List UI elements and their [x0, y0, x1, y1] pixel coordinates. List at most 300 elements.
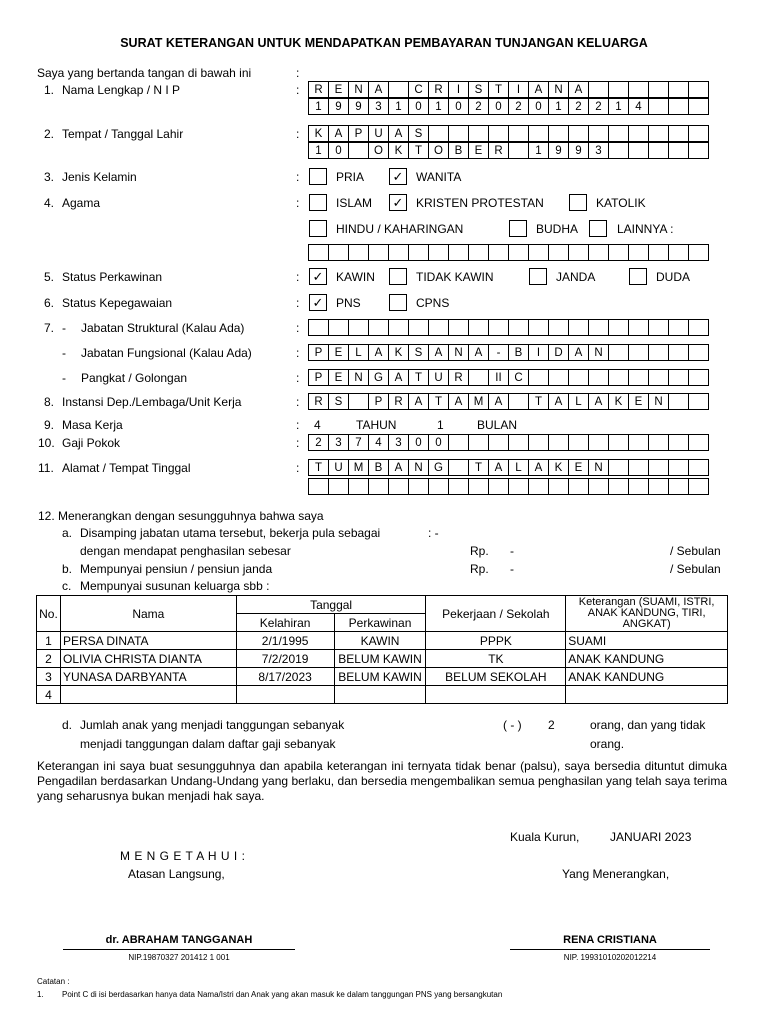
masa-kerja-tahun-value: 4 [314, 418, 321, 432]
grid-cell: 9 [348, 98, 369, 115]
cell-keterangan: ANAK KANDUNG [566, 668, 728, 686]
grid-cell: II [488, 369, 509, 386]
grid-cell [688, 434, 709, 451]
signature-right-name: RENA CRISTIANA [563, 934, 657, 946]
cell-kelahiran [236, 686, 334, 704]
note-text: Point C di isi berdasarkan hanya data Nama/Istri dan Anak yang akan masuk ke dalam tanggungan PNS yang bersangkutan [62, 990, 503, 999]
header-nama: Nama [60, 596, 236, 632]
grid-cell: R [308, 393, 329, 410]
grid-cell: 9 [568, 142, 589, 159]
grid-cell [468, 434, 489, 451]
rp-value: - [510, 544, 514, 558]
grid-cell [468, 319, 489, 336]
grid-cell: 3 [368, 98, 389, 115]
item-a-text-2: dengan mendapat penghasilan sebesar [80, 544, 291, 558]
colon: : [296, 418, 300, 432]
grid-cell [648, 478, 669, 495]
checkbox-pns[interactable]: ✓ [309, 294, 327, 311]
grid-cell: 1 [428, 98, 449, 115]
checkbox-janda[interactable] [529, 268, 547, 285]
grid-cell [628, 81, 649, 98]
cell-kelahiran: 8/17/2023 [236, 668, 334, 686]
grid-cell [508, 244, 529, 261]
item-c-label: c. [62, 579, 72, 593]
colon: : [296, 346, 300, 360]
grid-cell: U [328, 459, 349, 476]
grid-cell: A [368, 344, 389, 361]
option-kawin: KAWIN [336, 270, 375, 284]
grid-cell [528, 434, 549, 451]
grid-cell [488, 125, 509, 142]
grid-cell: A [468, 344, 489, 361]
item-d-text-2: menjadi tanggungan dalam daftar gaji sebanyak [80, 737, 336, 751]
cell-no: 4 [37, 686, 61, 704]
grid-cell: 3 [588, 142, 609, 159]
grid-cell [528, 125, 549, 142]
option-wanita: WANITA [416, 170, 462, 184]
grid-cell [428, 478, 449, 495]
grid-cell: A [528, 81, 549, 98]
grid-cell [668, 319, 689, 336]
grid-cell: 2 [588, 98, 609, 115]
grid-cell: M [348, 459, 369, 476]
checkbox-kristen[interactable]: ✓ [389, 194, 407, 211]
grid-cell: A [368, 81, 389, 98]
grid-cell: S [328, 393, 349, 410]
grid-cell [668, 478, 689, 495]
grid-cell: T [408, 369, 429, 386]
table-header-row [37, 596, 728, 614]
grid-cell [388, 319, 409, 336]
item-d-orang-1: orang, dan yang tidak [590, 718, 706, 732]
grid-cell [588, 369, 609, 386]
cell-nama [60, 686, 236, 704]
grid-cell [448, 478, 469, 495]
grid-cell [688, 319, 709, 336]
grid-cell: N [348, 369, 369, 386]
checkbox-islam[interactable] [309, 194, 327, 211]
grid-cell: T [528, 393, 549, 410]
grid-cell: R [488, 142, 509, 159]
grid-cell: E [328, 369, 349, 386]
grid-cell: T [488, 81, 509, 98]
grid-cell: 0 [528, 98, 549, 115]
item-d-orang-2: orang. [590, 737, 625, 751]
header-kelahiran: Kelahiran [236, 614, 334, 632]
grid-cell [368, 319, 389, 336]
grid-cell [348, 319, 369, 336]
grid-cell: A [588, 393, 609, 410]
grid-cell: 1 [308, 142, 329, 159]
grid-cell: E [568, 459, 589, 476]
item-d-text-1: Jumlah anak yang menjadi tanggungan sebanyak [80, 718, 345, 732]
masa-kerja-tahun-label: TAHUN [356, 418, 397, 432]
grid-cell [648, 142, 669, 159]
option-islam: ISLAM [336, 196, 373, 210]
label-number: 10. [38, 436, 55, 450]
grid-cell [648, 81, 669, 98]
option-cpns: CPNS [416, 296, 450, 310]
label-gaji: Gaji Pokok [62, 436, 121, 450]
grid-cell [448, 434, 469, 451]
checkbox-pria[interactable] [309, 168, 327, 185]
grid-cell [528, 244, 549, 261]
grid-cell: 2 [568, 98, 589, 115]
table-row [37, 650, 728, 668]
grid-cell [628, 478, 649, 495]
grid-cell [528, 369, 549, 386]
grid-cell [588, 81, 609, 98]
grid-cell [508, 125, 529, 142]
grid-cell: 3 [388, 434, 409, 451]
checkbox-budha[interactable] [509, 220, 527, 237]
colon: : [296, 83, 300, 97]
intro-text: Saya yang bertanda tangan di bawah ini [37, 66, 252, 80]
grid-cell: B [368, 459, 389, 476]
grid-cell: P [368, 393, 389, 410]
section-12-heading: 12. Menerangkan dengan sesungguhnya bahwa saya [38, 509, 324, 523]
label-dash: - [62, 321, 66, 335]
grid-cell [548, 478, 569, 495]
cell-kelahiran: 2/1/1995 [236, 632, 334, 650]
grid-cell [468, 478, 489, 495]
date: JANUARI 2023 [610, 830, 692, 844]
label-masa-kerja: Masa Kerja [62, 418, 123, 432]
grid-cell: U [428, 369, 449, 386]
item-d-paren: ( - ) [503, 718, 522, 732]
cell-no: 2 [37, 650, 61, 668]
option-duda: DUDA [656, 270, 691, 284]
grid-cell [608, 478, 629, 495]
grid-cell [648, 434, 669, 451]
masa-kerja-bulan-value: 1 [437, 418, 444, 432]
grid-cell: 0 [428, 434, 449, 451]
colon: : [296, 196, 300, 210]
grid-cell: D [548, 344, 569, 361]
grid-cell [488, 319, 509, 336]
grid-cell [608, 244, 629, 261]
grid-cell [608, 434, 629, 451]
cell-pekerjaan: TK [426, 650, 566, 668]
grid-cell: A [388, 125, 409, 142]
mengetahui: M E N G E T A H U I : [120, 849, 246, 863]
grid-cell [688, 344, 709, 361]
colon: : [296, 436, 300, 450]
grid-cell [668, 125, 689, 142]
checkbox-duda[interactable] [629, 268, 647, 285]
label-struktural: Jabatan Struktural (Kalau Ada) [81, 321, 245, 335]
grid-cell [388, 244, 409, 261]
grid-cell [488, 478, 509, 495]
grid-cell [688, 459, 709, 476]
colon: : [296, 170, 300, 184]
item-a-text: Disamping jabatan utama tersebut, bekerja pula sebagai [80, 526, 381, 540]
grid-cell [548, 125, 569, 142]
label-alamat: Alamat / Tempat Tinggal [62, 461, 191, 475]
grid-cell: C [508, 369, 529, 386]
grid-cell [488, 434, 509, 451]
label-number: 6. [44, 296, 55, 310]
grid-cell: I [448, 81, 469, 98]
grid-cell [428, 244, 449, 261]
grid-cell: 9 [548, 142, 569, 159]
label-number: 3. [44, 170, 55, 184]
grid-cell: A [448, 393, 469, 410]
grid-cell [688, 142, 709, 159]
checkbox-katolik[interactable] [569, 194, 587, 211]
cell-no: 1 [37, 632, 61, 650]
grid-cell [628, 434, 649, 451]
signature-right-nip: NIP. 19931010202012214 [563, 953, 657, 962]
grid-cell [648, 459, 669, 476]
checkbox-kawin[interactable]: ✓ [309, 268, 327, 285]
grid-cell [508, 478, 529, 495]
family-table [36, 595, 728, 704]
grid-cell: P [308, 344, 329, 361]
grid-cell: B [508, 344, 529, 361]
grid-nip [308, 98, 709, 115]
colon: : [296, 270, 300, 284]
grid-cell: A [548, 393, 569, 410]
label-agama: Agama [62, 196, 101, 210]
item-b-label: b. [62, 562, 73, 576]
grid-cell [668, 81, 689, 98]
checkbox-hindu[interactable] [309, 220, 327, 237]
grid-cell: N [548, 81, 569, 98]
grid-cell [328, 319, 349, 336]
grid-cell: S [408, 344, 429, 361]
per-bulan: / Sebulan [670, 544, 721, 558]
label-nama: Nama Lengkap / N I P [62, 83, 181, 97]
grid-struktural [308, 319, 709, 336]
grid-cell [508, 319, 529, 336]
rp-label: Rp. [470, 544, 489, 558]
grid-cell: N [408, 459, 429, 476]
label-instansi: Instansi Dep./Lembaga/Unit Kerja [62, 395, 242, 409]
grid-cell [408, 319, 429, 336]
grid-cell [688, 98, 709, 115]
grid-cell: E [628, 393, 649, 410]
grid-cell [688, 125, 709, 142]
grid-tempat [308, 125, 709, 142]
grid-cell [408, 244, 429, 261]
checkbox-lainnya[interactable] [589, 220, 607, 237]
grid-cell: 2 [308, 434, 329, 451]
label-number: 4. [44, 196, 55, 210]
cell-nama: YUNASA DARBYANTA [60, 668, 236, 686]
grid-cell: R [388, 393, 409, 410]
grid-cell: 1 [548, 98, 569, 115]
grid-cell [568, 434, 589, 451]
label-number: 8. [44, 395, 55, 409]
signature-left-line [63, 949, 295, 950]
grid-cell: G [428, 459, 449, 476]
option-hindu: HINDU / KAHARINGAN [336, 222, 464, 236]
grid-cell: T [408, 142, 429, 159]
grid-cell: A [408, 393, 429, 410]
grid-cell: E [468, 142, 489, 159]
grid-cell [368, 244, 389, 261]
grid-cell: K [548, 459, 569, 476]
cell-keterangan: ANAK KANDUNG [566, 650, 728, 668]
table-row [37, 632, 728, 650]
grid-cell [528, 319, 549, 336]
grid-cell: K [388, 344, 409, 361]
label-number: 7. [44, 321, 55, 335]
option-budha: BUDHA [536, 222, 579, 236]
grid-cell: M [468, 393, 489, 410]
grid-cell [428, 319, 449, 336]
grid-cell [608, 344, 629, 361]
item-c-text: Mempunyai susunan keluarga sbb : [80, 579, 270, 593]
cell-perkawinan: KAWIN [334, 632, 426, 650]
label-number: 1. [44, 83, 55, 97]
checkbox-tidak-kawin[interactable] [389, 268, 407, 285]
grid-agama-lainnya [308, 244, 709, 261]
grid-cell: I [528, 344, 549, 361]
item-a-label: a. [62, 526, 73, 540]
grid-cell: E [328, 81, 349, 98]
grid-cell: O [368, 142, 389, 159]
grid-cell [628, 142, 649, 159]
grid-cell [668, 393, 689, 410]
grid-cell [648, 125, 669, 142]
grid-alamat-1 [308, 459, 709, 476]
colon: : [296, 395, 300, 409]
grid-cell: E [328, 344, 349, 361]
grid-cell: A [388, 459, 409, 476]
signature-left-name: dr. ABRAHAM TANGGANAH [105, 934, 253, 946]
grid-cell: 3 [328, 434, 349, 451]
grid-pangkat [308, 369, 709, 386]
grid-cell [308, 244, 329, 261]
page-title: SURAT KETERANGAN UNTUK MENDAPATKAN PEMBAYARAN TUNJANGAN KELUARGA [120, 36, 648, 50]
grid-cell: N [588, 459, 609, 476]
grid-cell [668, 344, 689, 361]
grid-cell [628, 459, 649, 476]
grid-cell: 1 [528, 142, 549, 159]
grid-cell [628, 369, 649, 386]
grid-cell: R [308, 81, 329, 98]
grid-cell [388, 81, 409, 98]
grid-cell: N [348, 81, 369, 98]
grid-cell [588, 125, 609, 142]
grid-cell [688, 369, 709, 386]
grid-cell: A [488, 459, 509, 476]
cell-nama: PERSA DINATA [60, 632, 236, 650]
grid-cell: N [588, 344, 609, 361]
grid-cell [508, 393, 529, 410]
grid-cell [628, 319, 649, 336]
grid-cell: 0 [408, 434, 429, 451]
grid-fungsional [308, 344, 709, 361]
grid-cell: 4 [368, 434, 389, 451]
grid-cell: A [568, 344, 589, 361]
note-number: 1. [37, 990, 44, 999]
checkbox-cpns[interactable] [389, 294, 407, 311]
grid-cell: 2 [468, 98, 489, 115]
grid-cell [668, 369, 689, 386]
grid-cell [648, 98, 669, 115]
grid-cell [568, 478, 589, 495]
grid-cell: P [308, 369, 329, 386]
grid-cell [468, 244, 489, 261]
label-tempat: Tempat / Tanggal Lahir [62, 127, 184, 141]
option-pns: PNS [336, 296, 361, 310]
grid-cell [328, 244, 349, 261]
grid-cell: A [568, 81, 589, 98]
grid-cell: I [508, 81, 529, 98]
cell-nama: OLIVIA CHRISTA DIANTA [60, 650, 236, 668]
grid-cell [648, 344, 669, 361]
item-b-text: Mempunyai pensiun / pensiun janda [80, 562, 273, 576]
grid-cell: A [488, 393, 509, 410]
grid-cell: R [428, 81, 449, 98]
label-number: 2. [44, 127, 55, 141]
grid-cell: K [608, 393, 629, 410]
grid-cell: T [468, 459, 489, 476]
cell-keterangan: SUAMI [566, 632, 728, 650]
item-a-value: : - [428, 526, 439, 540]
cell-perkawinan: BELUM KAWIN [334, 668, 426, 686]
colon: : [296, 461, 300, 475]
item-d-label: d. [62, 718, 73, 732]
grid-cell [348, 142, 369, 159]
grid-cell: A [328, 125, 349, 142]
table-row [37, 686, 728, 704]
option-tidak-kawin: TIDAK KAWIN [416, 270, 494, 284]
grid-cell: T [308, 459, 329, 476]
grid-cell [368, 478, 389, 495]
grid-cell [608, 125, 629, 142]
grid-cell: C [408, 81, 429, 98]
grid-cell [488, 244, 509, 261]
grid-cell [688, 478, 709, 495]
header-tanggal: Tanggal [236, 596, 426, 614]
grid-cell [528, 478, 549, 495]
grid-cell [648, 319, 669, 336]
grid-cell [648, 244, 669, 261]
header-keterangan: Keterangan (SUAMI, ISTRI, ANAK KANDUNG, TIRI, ANGKAT) [566, 596, 728, 632]
grid-cell [388, 478, 409, 495]
grid-cell [608, 81, 629, 98]
option-pria: PRIA [336, 170, 365, 184]
grid-cell: O [428, 142, 449, 159]
grid-cell: 9 [328, 98, 349, 115]
label-status-kepegawaian: Status Kepegawaian [62, 296, 173, 310]
grid-cell: K [308, 125, 329, 142]
header-pekerjaan: Pekerjaan / Sekolah [426, 596, 566, 632]
label-pangkat: Pangkat / Golongan [81, 371, 188, 385]
cell-pekerjaan: BELUM SEKOLAH [426, 668, 566, 686]
grid-cell [628, 125, 649, 142]
grid-gaji [308, 434, 709, 451]
grid-instansi [308, 393, 709, 410]
grid-cell: N [448, 344, 469, 361]
grid-cell: L [568, 393, 589, 410]
yang-menerangkan: Yang Menerangkan, [562, 867, 670, 881]
grid-cell [628, 244, 649, 261]
statement-paragraph: Keterangan ini saya buat sesungguhnya dan apabila keterangan ini ternyata tidak benar (palsu), saya bersedia dituntut dimuka Pengadilan berdasarkan Undang-Undang yang berlaku, dan bersedia mengembalikan semua penghasilan yang telah saya terima yang seharusnya bukan menjadi hak saya. [37, 759, 727, 803]
grid-cell: - [488, 344, 509, 361]
cell-perkawinan [334, 686, 426, 704]
colon: : [296, 371, 300, 385]
grid-cell [608, 459, 629, 476]
checkbox-wanita[interactable]: ✓ [389, 168, 407, 185]
label-dash: - [62, 346, 66, 360]
atasan-langsung: Atasan Langsung, [128, 867, 225, 881]
grid-cell: 7 [348, 434, 369, 451]
